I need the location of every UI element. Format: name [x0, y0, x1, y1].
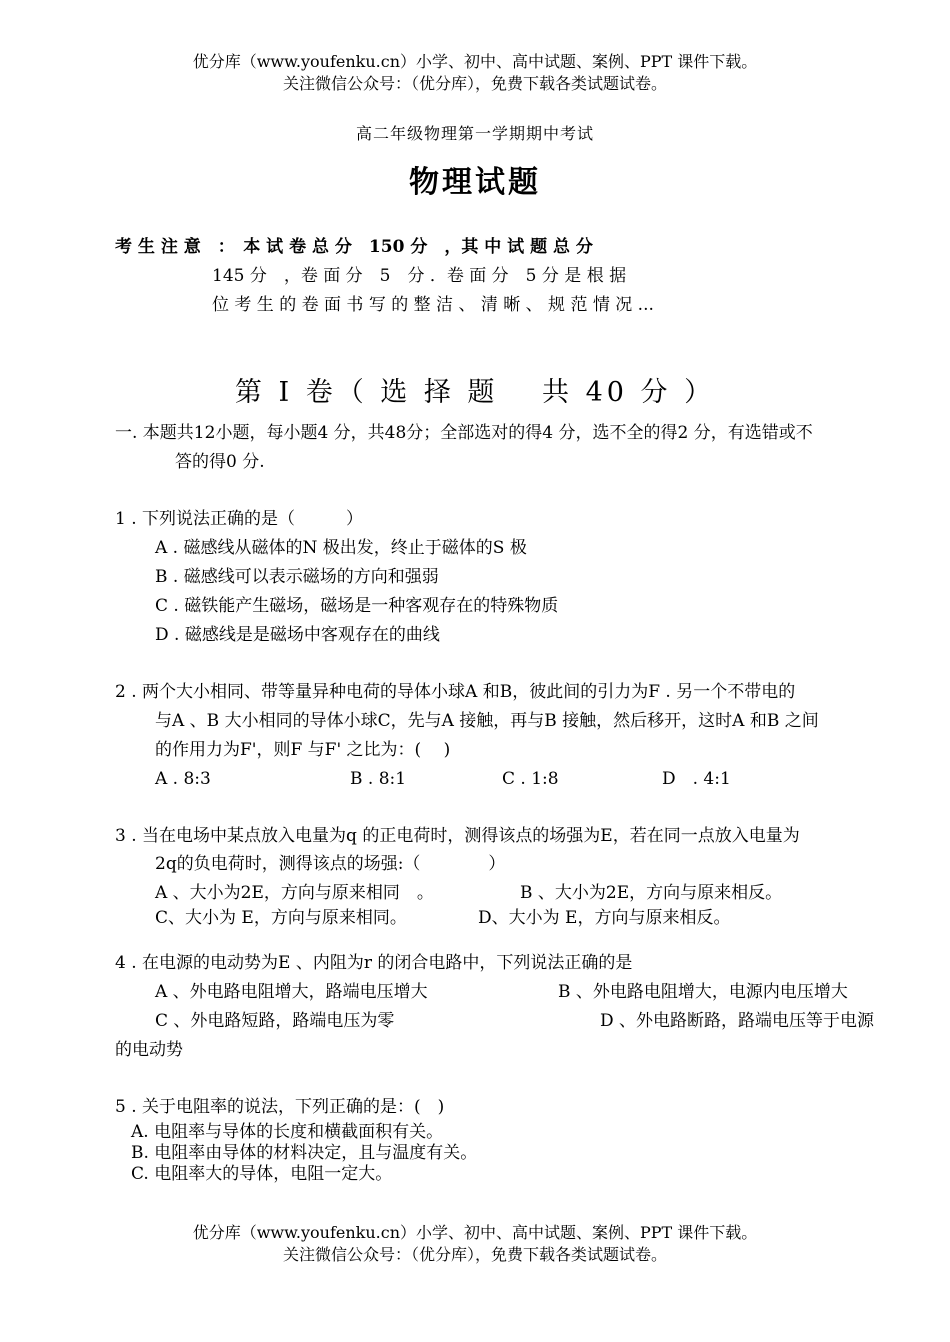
q4-option-b: B 、外电路电阻增大，电源内电压增大: [558, 982, 848, 1002]
q2-option-d: D . 4:1: [662, 769, 731, 789]
header-line-1: 优分库（www.youfenku.cn）小学、初中、高中试题、案例、PPT 课件下载。: [192, 52, 758, 71]
header-line-2: 关注微信公众号：（优分库），免费下载各类试题试卷。: [282, 74, 667, 93]
q3-option-b: B 、大小为2E，方向与原来相反。: [520, 883, 783, 903]
notice-line-2: 145 分 ，卷 面 分 5 分 ．卷 面 分 5 分 是 根 据: [212, 266, 627, 286]
q3-option-c: C、大小为 E，方向与原来相同。: [155, 908, 407, 928]
section-instruction-line-1: 一. 本题共12小题，每小题4 分，共48分；全部选对的得4 分，选不全的得2 分，有选错或不: [115, 423, 813, 443]
q1-stem: 1 . 下列说法正确的是（ ）: [115, 509, 364, 529]
q4-option-d: D 、外电路断路，路端电压等于电源: [600, 1011, 875, 1031]
q5-option-a: A. 电阻率与导体的长度和横截面积有关。: [131, 1122, 444, 1142]
q3-stem-line-2: 2q的负电荷时，测得该点的场强:（ ）: [155, 854, 506, 874]
q3-option-d: D、大小为 E，方向与原来相反。: [478, 908, 731, 928]
exam-title: 物理试题: [409, 165, 541, 200]
footer-line-1: 优分库（www.youfenku.cn）小学、初中、高中试题、案例、PPT 课件下载。: [192, 1223, 758, 1242]
q3-option-a: A 、大小为2E，方向与原来相同 。: [155, 883, 434, 903]
q2-option-c: C . 1:8: [502, 769, 559, 789]
q1-option-b: B . 磁感线可以表示磁场的方向和强弱: [155, 567, 439, 587]
q2-stem-line-2: 与A 、B 大小相同的导体小球C，先与A 接触，再与B 接触，然后移开，这时A 和B 之间: [155, 711, 819, 731]
q2-option-b: B . 8:1: [350, 769, 407, 789]
q1-option-c: C . 磁铁能产生磁场，磁场是一种客观存在的特殊物质: [155, 596, 559, 616]
q2-option-a: A . 8:3: [155, 769, 211, 789]
q4-option-c: C 、外电路短路，路端电压为零: [155, 1011, 395, 1031]
notice-line-1: 考 生 注 意 ： 本 试 卷 总 分 150 分 ，其 中 试 题 总 分: [115, 237, 593, 257]
exam-notice: [115, 233, 935, 320]
section-instruction-line-2: 答的得0 分.: [175, 452, 265, 472]
footer-line-2: 关注微信公众号：（优分库），免费下载各类试题试卷。: [282, 1245, 667, 1264]
q4-option-a: A 、外电路电阻增大，路端电压增大: [155, 982, 428, 1002]
q2-stem-line-1: 2 . 两个大小相同、带等量异种电荷的导体小球A 和B，彼此间的引力为F . 另一个不带电的: [115, 682, 796, 702]
q5-option-c: C. 电阻率大的导体，电阻一定大。: [131, 1164, 393, 1184]
exam-subtitle: 高二年级物理第一学期期中考试: [355, 124, 594, 143]
q1-option-a: A . 磁感线从磁体的N 极出发，终止于磁体的S 极: [155, 538, 527, 558]
q3-stem-line-1: 3 . 当在电场中某点放入电量为q 的正电荷时，测得该点的场强为E，若在同一点放入电量为: [115, 826, 800, 846]
q1-option-d: D . 磁感线是是磁场中客观存在的曲线: [155, 625, 440, 645]
q5-stem: 5 . 关于电阻率的说法，下列正确的是：( ): [115, 1097, 445, 1117]
section-heading: 第 Ⅰ 卷（ 选 择 题 共 40 分 ）: [234, 377, 716, 408]
q4-option-d-continued: 的电动势: [115, 1040, 183, 1060]
q4-stem: 4 . 在电源的电动势为E 、内阻为r 的闭合电路中，下列说法正确的是: [115, 953, 633, 973]
q5-option-b: B. 电阻率由导体的材料决定，且与温度有关。: [131, 1143, 478, 1163]
notice-line-3: 位 考 生 的 卷 面 书 写 的 整 洁 、 清 晰 、 规 范 情 况 ...: [212, 295, 654, 315]
q2-stem-line-3: 的作用力为F'，则F 与F' 之比为：( ): [155, 740, 451, 760]
